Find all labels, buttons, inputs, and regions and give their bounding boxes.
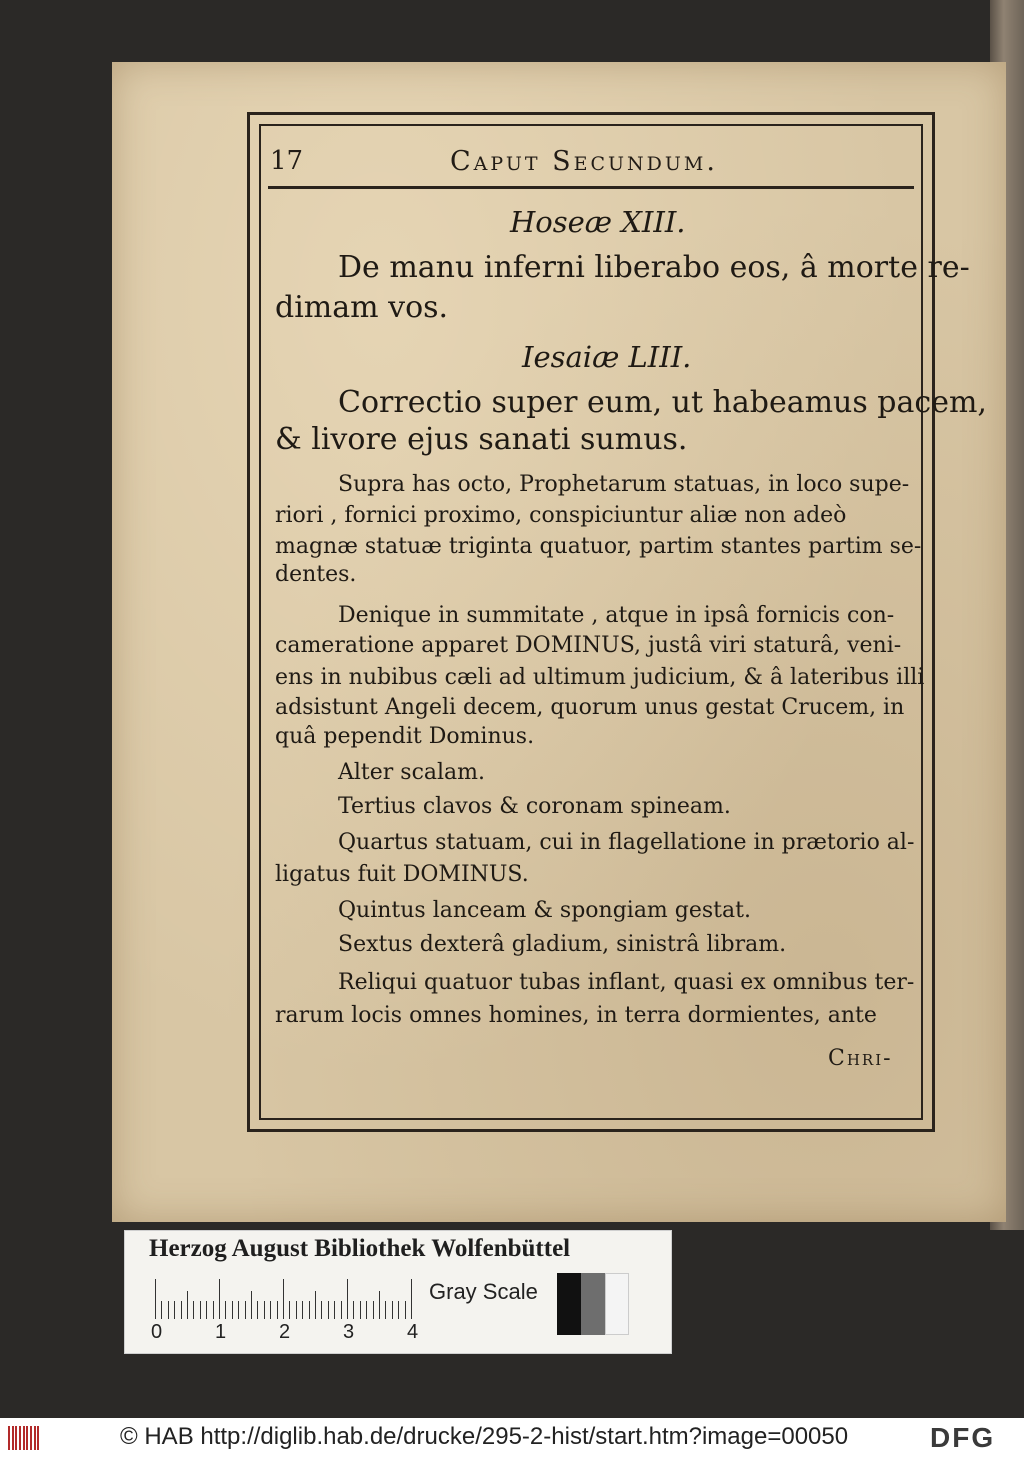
ruler-tick [328, 1301, 329, 1319]
ruler-digit: 1 [215, 1321, 227, 1343]
gray-scale-label: Gray Scale [429, 1279, 538, 1304]
paragraph-line: adsistunt Angeli decem, quorum unus gestat Crucem, in [275, 695, 905, 720]
paragraph-line: Denique in summitate , atque in ipsâ fornicis con- [338, 603, 895, 628]
ruler-tick [379, 1291, 380, 1319]
ruler-tick [289, 1301, 290, 1319]
ruler-tick [168, 1301, 169, 1319]
paragraph-line: ens in nubibus cæli ad ultimum judicium, & â lateribus illi [275, 665, 925, 690]
ruler-tick [334, 1301, 335, 1319]
footer-bar [0, 1418, 1024, 1457]
ruler-digit: 2 [279, 1321, 291, 1343]
ruler-tick [360, 1301, 361, 1319]
ruler-tick [373, 1301, 374, 1319]
paragraph-line: Tertius clavos & coronam spineam. [338, 794, 731, 819]
ruler-tick [366, 1301, 367, 1319]
ruler-tick [161, 1301, 162, 1319]
ruler-tick [321, 1301, 322, 1319]
paragraph-line: rarum locis omnes homines, in terra dormientes, ante [275, 1003, 877, 1028]
paragraph-line: Quintus lanceam & spongiam gestat. [338, 898, 751, 923]
footer-url-text: © HAB http://diglib.hab.de/drucke/295-2-hist/start.htm?image=00050 [120, 1423, 849, 1450]
ruler-tick [341, 1301, 342, 1319]
catchword: Chri- [828, 1046, 893, 1071]
verse-line: dimam vos. [275, 290, 449, 325]
heading-hoseae: Hoseæ XIII. [510, 205, 686, 239]
ruler-tick [213, 1301, 214, 1319]
ruler-tick [225, 1301, 226, 1319]
ruler-tick [270, 1301, 271, 1319]
paragraph-line: Quartus statuam, cui in flagellatione in prætorio al- [338, 830, 915, 855]
ruler-tick [174, 1301, 175, 1319]
ruler-tick [155, 1279, 156, 1319]
ruler-tick [181, 1301, 182, 1319]
paragraph-line: Supra has octo, Prophetarum statuas, in loco supe- [338, 472, 910, 497]
ruler-tick [392, 1301, 393, 1319]
gray-swatch-mid [581, 1273, 605, 1335]
ruler-digit: 4 [407, 1321, 419, 1343]
ruler-tick [200, 1301, 201, 1319]
verse-line: & livore ejus sanati sumus. [275, 422, 688, 457]
ruler-tick [238, 1301, 239, 1319]
ruler-tick [206, 1301, 207, 1319]
library-name: Herzog August Bibliothek Wolfenbüttel [149, 1235, 571, 1262]
gray-swatch-white [605, 1273, 629, 1335]
paragraph-line: Reliqui quatuor tubas inflant, quasi ex omnibus ter- [338, 970, 915, 995]
ruler-tick [296, 1301, 297, 1319]
verse-line: Correctio super eum, ut habeamus pacem, [338, 385, 987, 420]
ruler-tick [315, 1291, 316, 1319]
ruler-tick [405, 1301, 406, 1319]
paragraph-line: quâ pependit Dominus. [275, 724, 535, 749]
ruler-tick [264, 1301, 265, 1319]
ruler-tick [385, 1301, 386, 1319]
ruler-digit: 3 [343, 1321, 355, 1343]
paragraph-line: Alter scalam. [338, 760, 486, 785]
library-label-card [124, 1230, 672, 1354]
barcode-icon [8, 1426, 42, 1450]
ruler-tick [309, 1301, 310, 1319]
paragraph-line: cameratione apparet DOMINUS, justâ viri staturâ, veni- [275, 633, 902, 658]
ruler-tick [251, 1291, 252, 1319]
paragraph-line: dentes. [275, 562, 357, 587]
ruler-tick [411, 1279, 412, 1319]
running-head: Caput Secundum. [450, 146, 718, 177]
ruler-tick [277, 1301, 278, 1319]
gray-swatch-black [557, 1273, 581, 1335]
dfg-logo: DFG [930, 1422, 996, 1453]
ruler-digit: 0 [151, 1321, 163, 1343]
paragraph-line: magnæ statuæ triginta quatuor, partim stantes partim se- [275, 534, 922, 559]
ruler-tick [283, 1279, 284, 1319]
verse-line: De manu inferni liberabo eos, â morte re- [338, 250, 970, 285]
header-rule [268, 186, 914, 189]
ruler-tick [187, 1291, 188, 1319]
heading-iesaiae: Iesaiæ LIII. [522, 340, 692, 374]
ruler-tick [398, 1301, 399, 1319]
page-number: 17 [270, 146, 304, 176]
ruler-tick [347, 1279, 348, 1319]
ruler-tick [219, 1279, 220, 1319]
paragraph-line: Sextus dexterâ gladium, sinistrâ libram. [338, 932, 787, 957]
ruler-tick [353, 1301, 354, 1319]
paragraph-line: riori , fornici proximo, conspiciuntur aliæ non adeò [275, 503, 847, 528]
page-header [268, 142, 918, 182]
ruler-tick [232, 1301, 233, 1319]
ruler-tick [302, 1301, 303, 1319]
paragraph-line: ligatus fuit DOMINUS. [275, 862, 529, 887]
ruler-tick [257, 1301, 258, 1319]
scale-ruler [155, 1279, 413, 1319]
ruler-tick [245, 1301, 246, 1319]
ruler-tick [193, 1301, 194, 1319]
